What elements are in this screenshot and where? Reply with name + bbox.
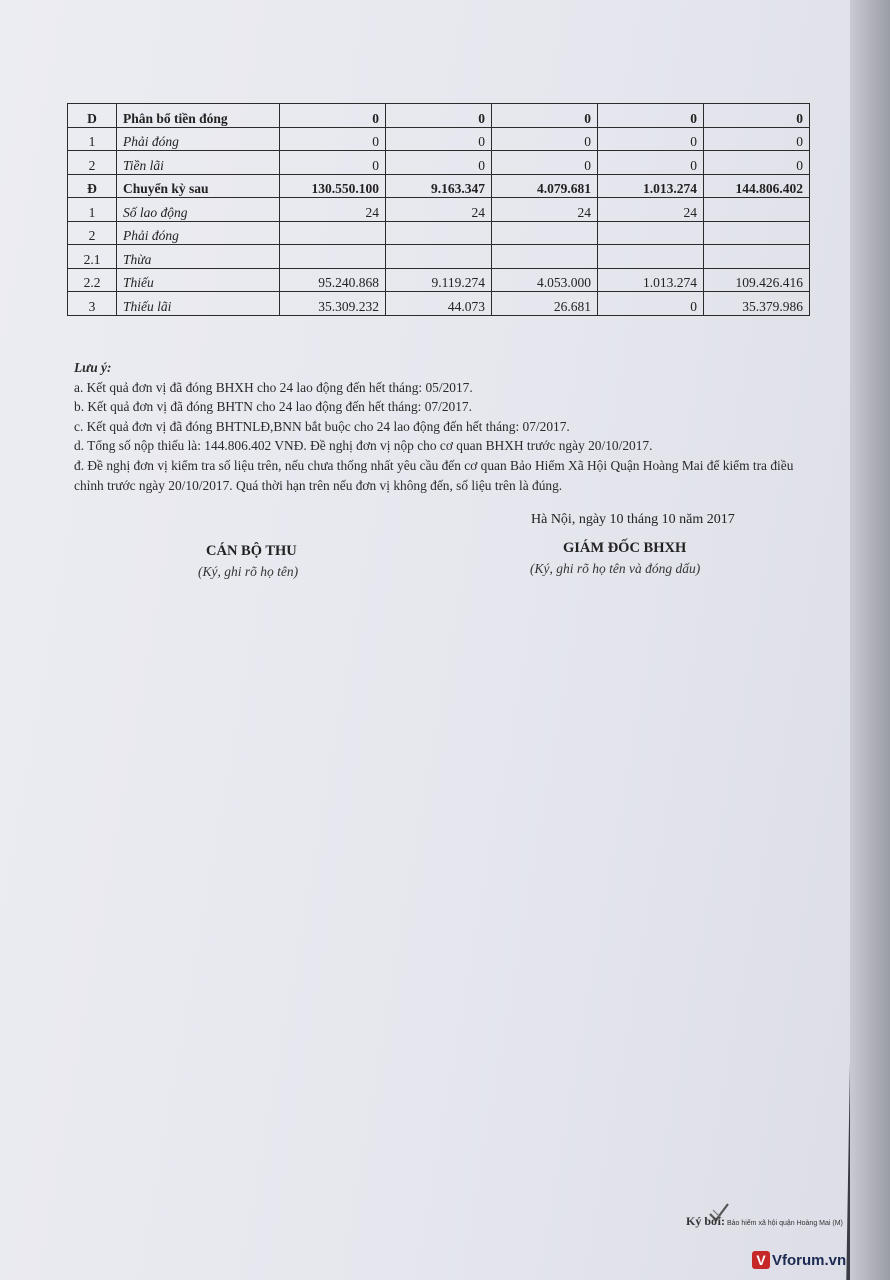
left-signature-note: (Ký, ghi rõ họ tên) xyxy=(198,564,299,579)
value-cell: 26.681 xyxy=(492,292,598,316)
row-code: 2 xyxy=(68,221,117,245)
value-cell: 0 xyxy=(492,127,598,151)
value-cell: 4.053.000 xyxy=(492,268,598,292)
note-dd: đ. Đề nghị đơn vị kiểm tra số liệu trên, nếu chưa thống nhất yêu cầu đến cơ quan Bảo Hiểm Xã Hội Quận Hoàng Mai để kiểm tra điều chỉnh trước ngày 20/10/2017. Quá thời hạn trên nếu đơn vị không đến, số liệu trên là đúng. xyxy=(74,457,794,493)
row-code: Đ xyxy=(68,174,117,198)
table-row xyxy=(68,104,810,128)
value-cell: 0 xyxy=(492,151,598,175)
date-line: Hà Nội, ngày 10 tháng 10 năm 2017 xyxy=(531,512,735,527)
table-row xyxy=(68,198,810,222)
value-cell: 1.013.274 xyxy=(598,268,704,292)
value-cell: 1.013.274 xyxy=(598,174,704,198)
value-cell xyxy=(598,221,704,245)
row-code: 2.1 xyxy=(68,245,117,269)
notes-title: Lưu ý: xyxy=(74,360,112,375)
value-cell: 9.163.347 xyxy=(386,174,492,198)
value-cell: 109.426.416 xyxy=(704,268,810,292)
row-code: 1 xyxy=(68,127,117,151)
watermark-logo-icon: V xyxy=(752,1251,770,1269)
value-cell xyxy=(704,245,810,269)
site-watermark xyxy=(752,1251,846,1269)
value-cell: 24 xyxy=(386,198,492,222)
value-cell xyxy=(386,245,492,269)
row-code: 1 xyxy=(68,198,117,222)
value-cell: 0 xyxy=(704,104,810,128)
table-row xyxy=(68,268,810,292)
value-cell xyxy=(704,221,810,245)
watermark-text: Vforum.vn xyxy=(772,1252,847,1269)
value-cell xyxy=(280,221,386,245)
row-code: 2 xyxy=(68,151,117,175)
table-row xyxy=(68,292,810,316)
row-label: Thiếu lãi xyxy=(117,292,280,316)
contribution-table xyxy=(67,103,810,316)
value-cell: 130.550.100 xyxy=(280,174,386,198)
table-row xyxy=(68,221,810,245)
value-cell xyxy=(598,245,704,269)
value-cell: 0 xyxy=(598,104,704,128)
row-label: Thừa xyxy=(117,245,280,269)
note-d: d. Tổng số nộp thiếu là: 144.806.402 VNĐ. Đề nghị đơn vị nộp cho cơ quan BHXH trước ngày 20/10/2017. xyxy=(74,438,653,454)
value-cell: 0 xyxy=(598,127,704,151)
value-cell xyxy=(704,198,810,222)
footer-prefix: Ký bởi: xyxy=(686,1214,725,1228)
value-cell xyxy=(492,245,598,269)
value-cell: 0 xyxy=(280,127,386,151)
value-cell xyxy=(386,221,492,245)
value-cell: 0 xyxy=(492,104,598,128)
row-label: Tiền lãi xyxy=(117,151,280,175)
value-cell: 0 xyxy=(386,151,492,175)
note-b: b. Kết quả đơn vị đã đóng BHTN cho 24 lao động đến hết tháng: 07/2017. xyxy=(74,399,472,415)
value-cell xyxy=(280,245,386,269)
row-label: Thiếu xyxy=(117,268,280,292)
table-row xyxy=(68,245,810,269)
row-label: Số lao động xyxy=(117,198,280,222)
value-cell: 0 xyxy=(704,127,810,151)
value-cell: 0 xyxy=(704,151,810,175)
left-signature-title: CÁN BỘ THU xyxy=(206,543,297,559)
right-signature-title: GIÁM ĐỐC BHXH xyxy=(563,540,687,556)
value-cell: 24 xyxy=(598,198,704,222)
row-label: Phải đóng xyxy=(117,127,280,151)
value-cell: 24 xyxy=(492,198,598,222)
value-cell: 24 xyxy=(280,198,386,222)
right-signature-note: (Ký, ghi rõ họ tên và đóng dấu) xyxy=(530,561,701,576)
value-cell: 35.309.232 xyxy=(280,292,386,316)
value-cell: 0 xyxy=(598,292,704,316)
value-cell: 4.079.681 xyxy=(492,174,598,198)
table-row xyxy=(68,174,810,198)
row-label: Phải đóng xyxy=(117,221,280,245)
value-cell: 9.119.274 xyxy=(386,268,492,292)
value-cell: 0 xyxy=(280,151,386,175)
value-cell: 95.240.868 xyxy=(280,268,386,292)
row-code: 2.2 xyxy=(68,268,117,292)
table-row xyxy=(68,151,810,175)
value-cell: 0 xyxy=(598,151,704,175)
table-row xyxy=(68,127,810,151)
value-cell: 144.806.402 xyxy=(704,174,810,198)
page-edge-shadow xyxy=(850,0,890,1280)
value-cell xyxy=(492,221,598,245)
note-a: a. Kết quả đơn vị đã đóng BHXH cho 24 lao động đến hết tháng: 05/2017. xyxy=(74,379,473,395)
notes-section xyxy=(74,358,794,495)
row-code: D xyxy=(68,104,117,128)
row-label: Chuyển kỳ sau xyxy=(117,174,280,198)
value-cell: 0 xyxy=(386,104,492,128)
row-code: 3 xyxy=(68,292,117,316)
digital-signature-footer xyxy=(686,1214,843,1229)
note-c: c. Kết quả đơn vị đã đóng BHTNLĐ,BNN bắt buộc cho 24 lao động đến hết tháng: 07/2017. xyxy=(74,418,570,434)
value-cell: 0 xyxy=(280,104,386,128)
footer-text: Bảo hiểm xã hội quận Hoàng Mai (M) xyxy=(726,1220,843,1227)
value-cell: 0 xyxy=(386,127,492,151)
row-label: Phân bổ tiền đóng xyxy=(117,104,280,128)
value-cell: 44.073 xyxy=(386,292,492,316)
value-cell: 35.379.986 xyxy=(704,292,810,316)
